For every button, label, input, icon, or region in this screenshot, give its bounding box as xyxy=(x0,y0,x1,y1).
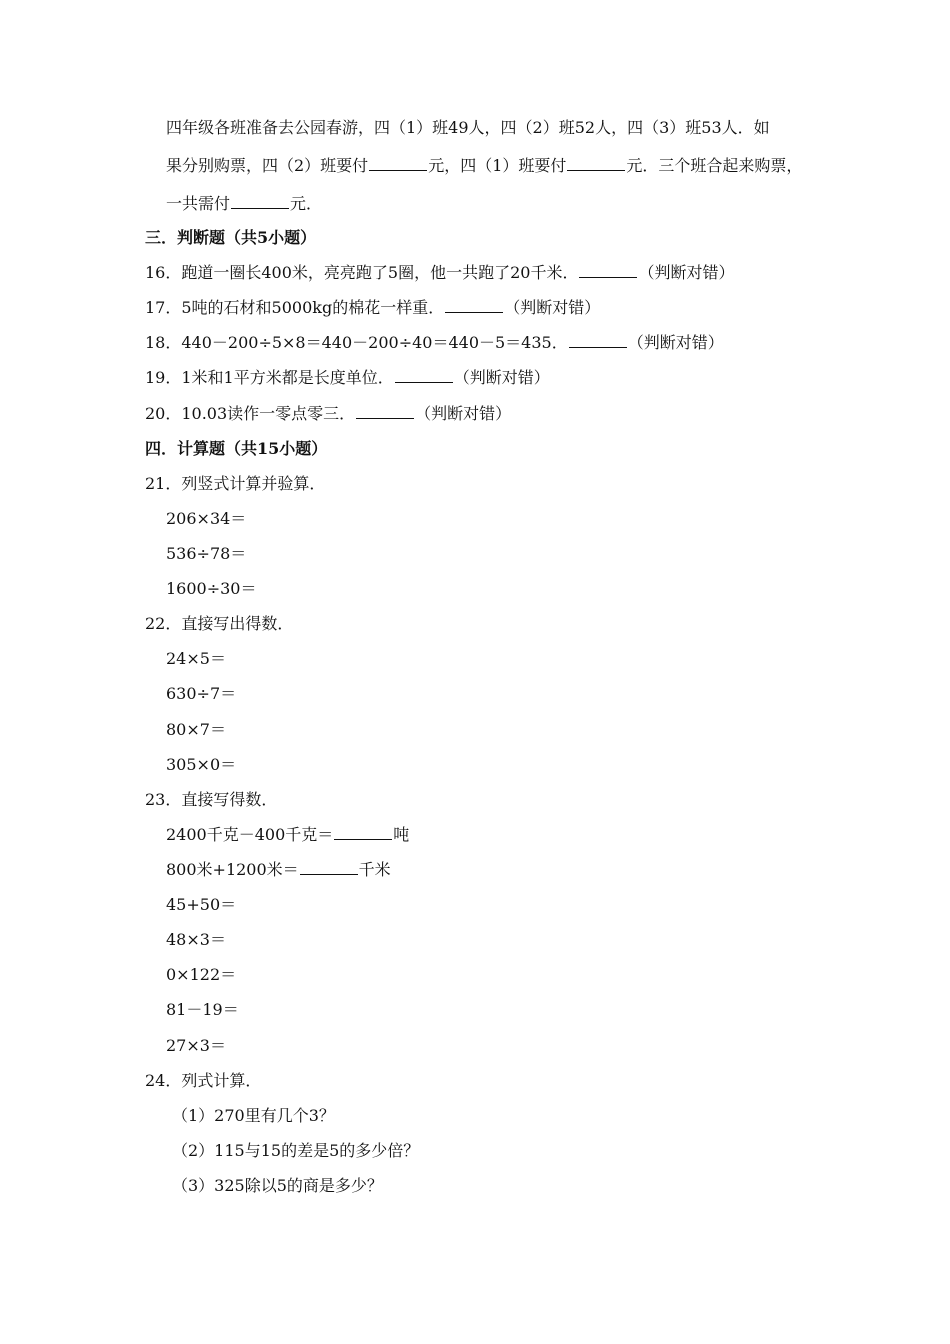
intro-text: 元．三个班合起来购票， xyxy=(626,156,803,175)
answer-blank xyxy=(300,860,358,875)
intro-line-2 xyxy=(166,156,802,176)
intro-line-1: 四年级各班准备去公园春游，四（1）班49人，四（2）班52人，四（3）班53人．如 xyxy=(166,118,770,137)
calc-item: 80×7＝ xyxy=(166,720,226,739)
question-16 xyxy=(145,263,734,283)
answer-blank xyxy=(369,156,427,171)
intro-line-3 xyxy=(166,194,322,214)
intro-text: 元，四（1）班要付 xyxy=(428,156,567,175)
question-text: 19．1米和1平方米都是长度单位． xyxy=(145,368,394,387)
calc-item: 81－19＝ xyxy=(166,1000,239,1019)
calc-item: 27×3＝ xyxy=(166,1036,226,1055)
question-tail: （判断对错） xyxy=(504,298,601,317)
answer-blank xyxy=(334,825,392,840)
calc-text: 800米+1200米＝ xyxy=(166,860,299,879)
sub-question: （3）325除以5的商是多少？ xyxy=(172,1176,383,1195)
question-tail: （判断对错） xyxy=(638,263,735,282)
answer-blank xyxy=(569,333,627,348)
calc-item xyxy=(166,860,391,880)
question-text: 20．10.03读作一零点零三． xyxy=(145,404,356,423)
section-title: 四．计算题（共15小题） xyxy=(145,439,328,458)
answer-blank xyxy=(231,194,289,209)
calc-item: 24×5＝ xyxy=(166,649,226,668)
calc-item: 305×0＝ xyxy=(166,755,237,774)
calc-item: 206×34＝ xyxy=(166,509,247,528)
answer-blank xyxy=(395,368,453,383)
calc-item: 536÷78＝ xyxy=(166,544,247,563)
question-18 xyxy=(145,333,724,353)
question-tail: （判断对错） xyxy=(453,368,550,387)
intro-text: 果分别购票，四（2）班要付 xyxy=(166,156,369,175)
question-20 xyxy=(145,404,511,424)
calc-item xyxy=(166,825,409,845)
unit-text: 吨 xyxy=(393,825,410,844)
question-22-title: 22．直接写出得数． xyxy=(145,614,294,633)
calc-item: 630÷7＝ xyxy=(166,684,237,703)
question-text: 17．5吨的石材和5000kg的棉花一样重． xyxy=(145,298,445,317)
answer-blank xyxy=(445,298,503,313)
question-tail: （判断对错） xyxy=(415,404,512,423)
question-21-title: 21．列竖式计算并验算． xyxy=(145,474,326,493)
calc-item: 48×3＝ xyxy=(166,930,226,949)
calc-item: 45+50＝ xyxy=(166,895,237,914)
question-24-title: 24．列式计算． xyxy=(145,1071,262,1090)
calc-item: 0×122＝ xyxy=(166,965,237,984)
sub-question: （1）270里有几个3？ xyxy=(172,1106,335,1125)
answer-blank xyxy=(567,156,625,171)
answer-blank xyxy=(579,263,637,278)
section-title: 三．判断题（共5小题） xyxy=(145,228,317,247)
question-19 xyxy=(145,368,550,388)
answer-blank xyxy=(356,404,414,419)
question-23-title: 23．直接写得数． xyxy=(145,790,278,809)
unit-text: 千米 xyxy=(358,860,391,879)
question-text: 16．跑道一圈长400米，亮亮跑了5圈，他一共跑了20千米． xyxy=(145,263,579,282)
intro-text: 元． xyxy=(290,194,323,213)
question-tail: （判断对错） xyxy=(627,333,724,352)
intro-text: 一共需付 xyxy=(166,194,231,213)
calc-text: 2400千克－400千克＝ xyxy=(166,825,334,844)
question-17 xyxy=(145,298,600,318)
sub-question: （2）115与15的差是5的多少倍？ xyxy=(172,1141,420,1160)
question-text: 18．440－200÷5×8＝440－200÷40＝440－5＝435． xyxy=(145,333,568,352)
calc-item: 1600÷30＝ xyxy=(166,579,257,598)
